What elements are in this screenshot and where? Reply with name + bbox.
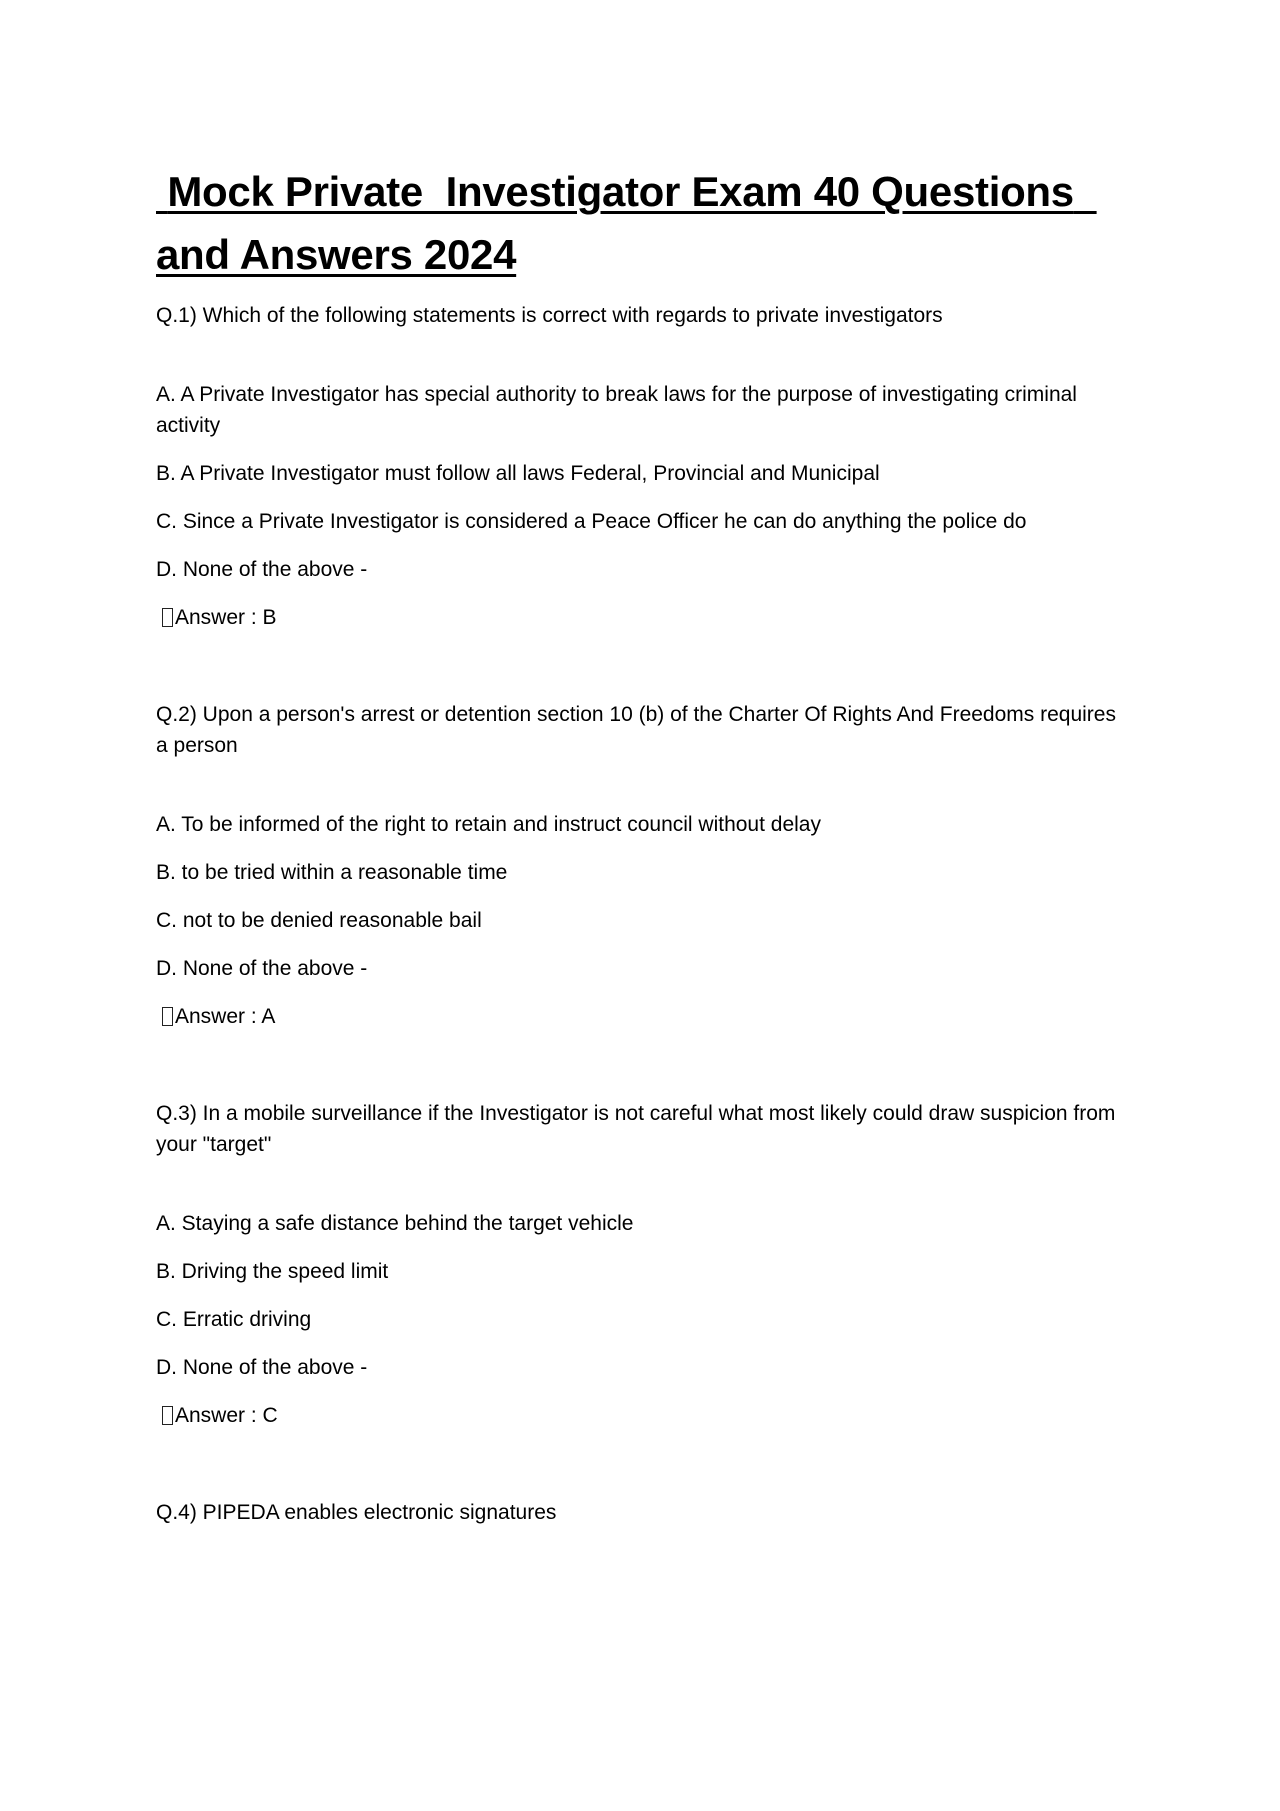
answer-option: A. Staying a safe distance behind the target vehicle [156,1212,634,1235]
document-title: Mock Private Investigator Exam 40 Questions and Answers 2024 [156,168,1097,278]
answer-option: C. Since a Private Investigator is considered a Peace Officer he can do anything the police do [156,510,1027,533]
correct-answer-text: Answer : C [175,1404,278,1427]
question-text: Q.1) Which of the following statements is correct with regards to private investigators [156,304,943,327]
answer-option: B. Driving the speed limit [156,1260,389,1283]
answer-option: D. None of the above - [156,1356,368,1379]
question-text: Q.4) PIPEDA enables electronic signatures [156,1501,557,1524]
answer-option: C. Erratic driving [156,1308,312,1331]
missing-glyph-icon [162,1007,173,1026]
answer-option: D. None of the above - [156,957,368,980]
answer-option: B. to be tried within a reasonable time [156,861,508,884]
question-block-4 [156,1497,1126,1528]
answer-option: C. not to be denied reasonable bail [156,909,482,932]
correct-answer [156,602,1126,633]
question-block-1 [156,300,1126,633]
answer-option: B. A Private Investigator must follow all laws Federal, Provincial and Municipal [156,462,880,485]
correct-answer [156,1001,1126,1032]
question-block-3 [156,1098,1126,1431]
correct-answer [156,1400,1126,1431]
missing-glyph-icon [162,608,173,627]
answer-option: D. None of the above - [156,558,368,581]
question-text: Q.3) In a mobile surveillance if the Investigator is not careful what most likely could draw suspicion from your "target" [156,1102,1116,1156]
answer-option: A. A Private Investigator has special authority to break laws for the purpose of investigating criminal activity [156,383,1077,437]
question-block-2 [156,699,1126,1032]
correct-answer-text: Answer : A [175,1005,276,1028]
correct-answer-text: Answer : B [175,606,277,629]
document-page [156,160,1126,1576]
answer-option: A. To be informed of the right to retain and instruct council without delay [156,813,821,836]
question-text: Q.2) Upon a person's arrest or detention section 10 (b) of the Charter Of Rights And Freedoms requires a person [156,703,1116,757]
missing-glyph-icon [162,1406,173,1425]
